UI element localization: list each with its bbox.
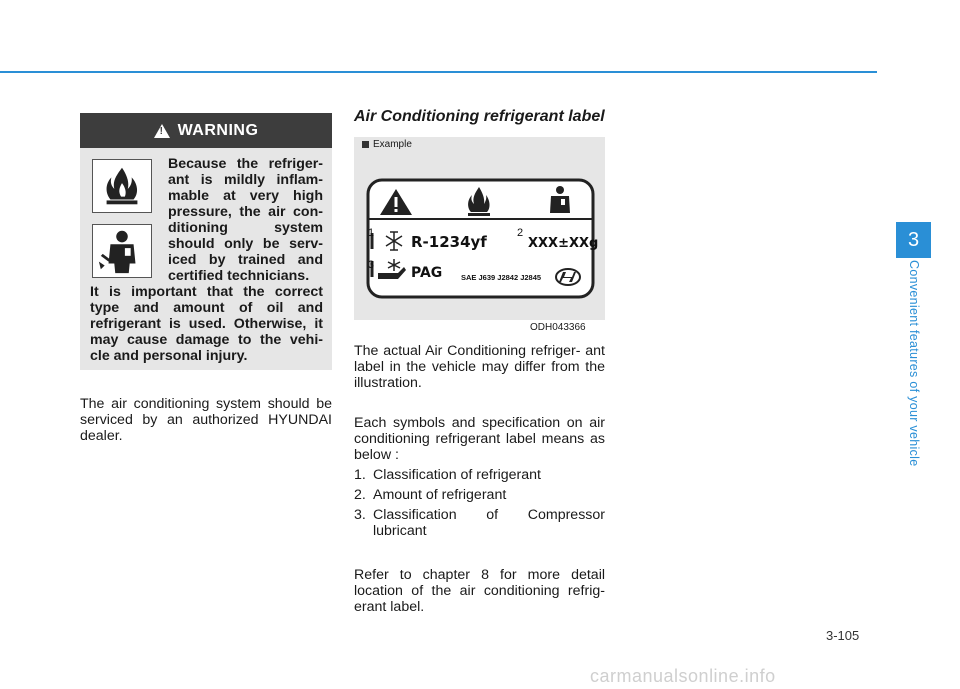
figure-code: ODH043366 (530, 322, 586, 333)
symbol-list (354, 467, 605, 543)
chapter-tab[interactable] (896, 222, 931, 258)
warning-heading: WARNING (177, 121, 259, 139)
chapter-title: Convenient features of your vehicle (907, 260, 921, 467)
warning-text-part2: It is important that the correct type and amount of oil and refrigerant is used. Otherwise, it may cause damage to the vehi- cle and personal injury. (90, 284, 323, 364)
chapter-number: 3 (907, 228, 920, 251)
symbols-paragraph: Each symbols and specification on air conditioning refrigerant label means as below : (354, 415, 605, 463)
service-paragraph: The air conditioning system should be serviced by an authorized HYUNDAI dealer. (80, 396, 332, 444)
callout-3: 3 (368, 259, 375, 271)
header-rule (0, 71, 877, 73)
refrigerant-type: R-1234yf (411, 233, 487, 251)
flammable-icon (92, 159, 152, 213)
technician-icon (92, 224, 152, 278)
refer-paragraph: Refer to chapter 8 for more detail location of the air conditioning refrig- erant label. (354, 567, 605, 615)
actual-label-paragraph: The actual Air Conditioning refriger- ant label in the vehicle may differ from the illustration. (354, 343, 605, 391)
list-item: 3. Classification of Compressor lubricant (354, 507, 605, 539)
warning-box (80, 113, 332, 370)
section-title: Air Conditioning refrigerant label (354, 108, 605, 125)
footer-watermark: carmanualsonline.info (590, 666, 776, 686)
page-number: 3-105 (826, 628, 860, 643)
warning-header (80, 113, 332, 148)
callout-1: 1 (368, 227, 375, 239)
label-technician-icon (556, 186, 564, 194)
callout-2: 2 (517, 227, 524, 239)
warning-triangle-icon (154, 124, 170, 138)
list-item: 2. Amount of refrigerant (354, 487, 507, 503)
list-item: 1. Classification of refrigerant (354, 467, 541, 483)
sae-standards: SAE J639 J2842 J2845 (461, 273, 542, 282)
refrigerant-label-figure (354, 137, 605, 320)
example-caption: Example (362, 139, 412, 150)
label-illustration (354, 137, 605, 320)
lubricant-type: PAG (411, 265, 443, 281)
refrigerant-amount: XXX±XXg (528, 236, 599, 251)
warning-text-part1: Because the refriger- ant is mildly inflam- mable at very high pressure, the air con- ditioning system should only be serv- iced by trained and certified technicians. (168, 156, 323, 284)
